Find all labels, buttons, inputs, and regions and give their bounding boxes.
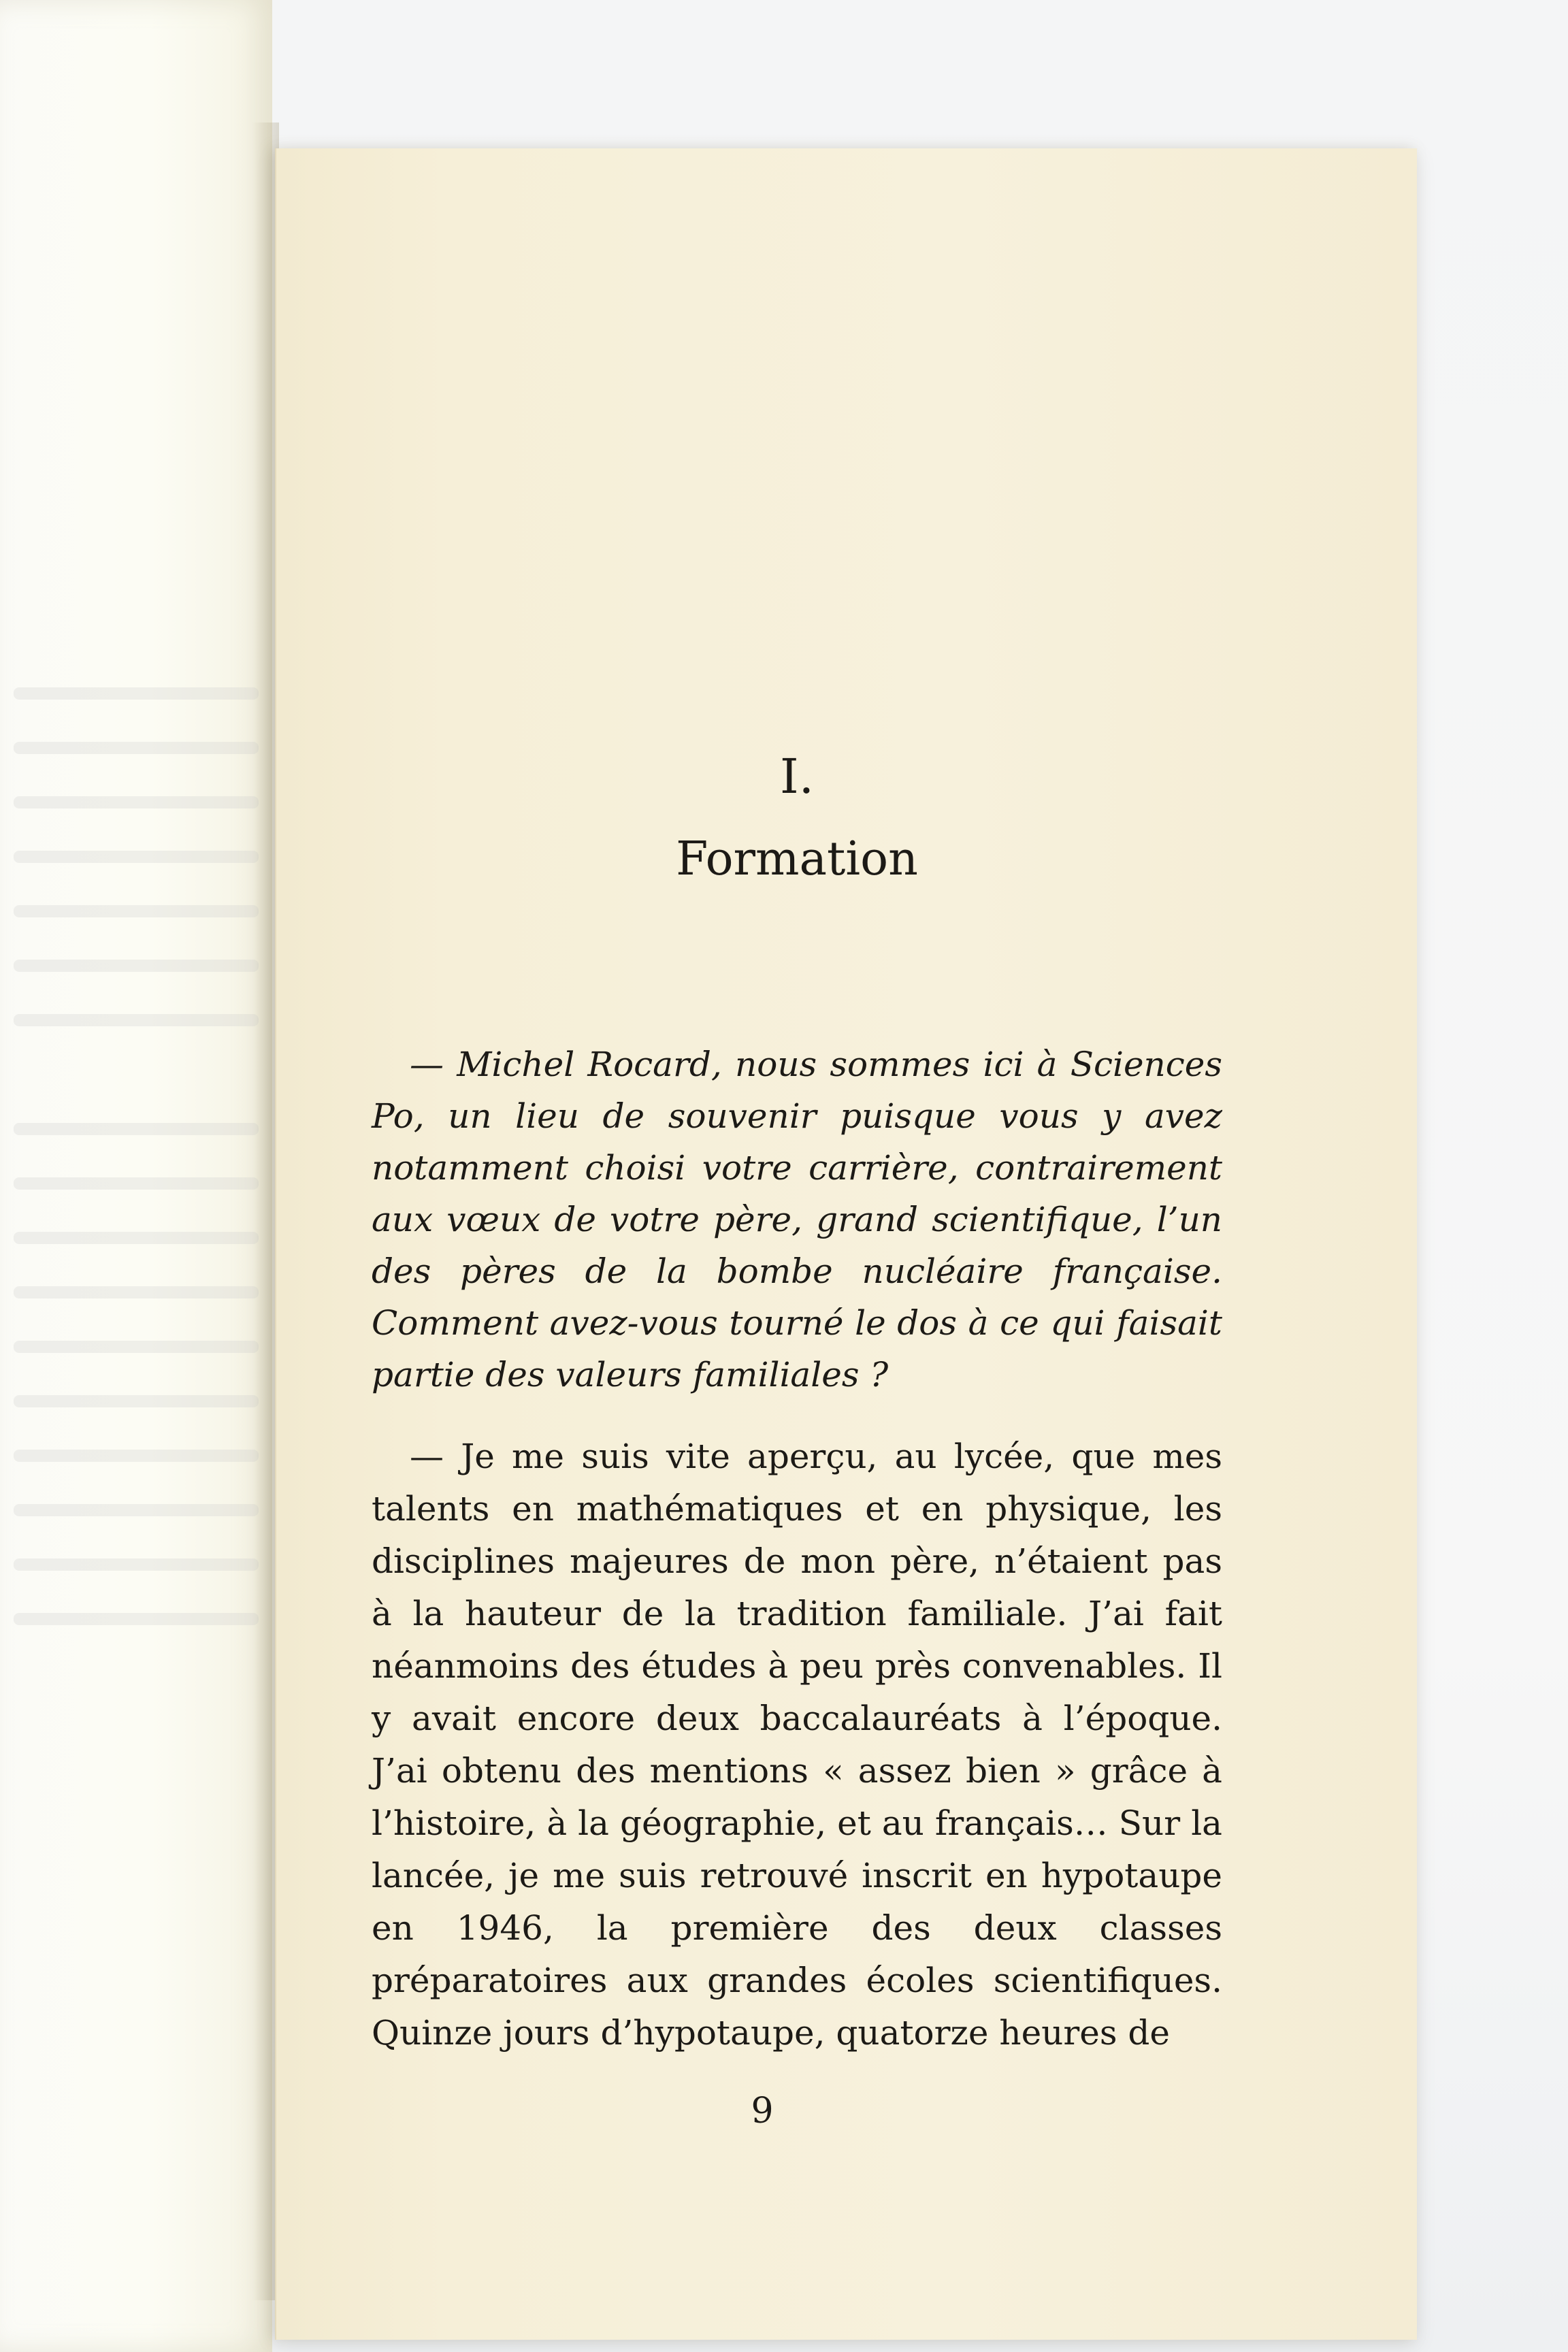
ghost-line	[14, 1558, 259, 1571]
ghost-line	[14, 1014, 259, 1026]
ghost-line	[14, 687, 259, 700]
ghost-line	[14, 905, 259, 917]
left-page	[0, 0, 272, 2352]
ghost-line	[14, 851, 259, 863]
ghost-line	[14, 1232, 259, 1244]
ghost-line	[14, 1613, 259, 1625]
ghost-line	[14, 1286, 259, 1298]
page-number: 9	[751, 2091, 774, 2132]
interview-answer: — Je me suis vite aperçu, au lycée, que mes talents en mathématiques et en physique, les disciplines majeures de mon père, n’étaient pas à la hauteur de la tradition familiale. J’ai fait néanmoins des études à peu près convenables. Il y avait encore deux baccalauréats à l’époque. J’ai obtenu des mentions « assez bien » grâce à l’histoire, à la géographie, et au français… Sur la lancée, je me suis retrouvé inscrit en hypotaupe en 1946, la première des deux classes préparatoires aux grandes écoles scientifiques. Quinze jours d’hypotaupe, quatorze heures de	[372, 1437, 1222, 2053]
chapter-title: Formation	[676, 832, 918, 886]
ghost-line	[14, 742, 259, 754]
ghost-line	[14, 1177, 259, 1190]
ghost-line	[14, 1123, 259, 1135]
page-text-block	[372, 739, 1222, 2059]
ghost-line	[14, 1395, 259, 1407]
ghost-line	[14, 960, 259, 972]
ghost-line	[14, 1450, 259, 1462]
ghost-line	[14, 796, 259, 808]
ghost-line	[14, 1341, 259, 1353]
chapter-number: I.	[780, 749, 814, 804]
interview-question: — Michel Rocard, nous sommes ici à Sciences Po, un lieu de souvenir puisque vous y avez notamment choisi votre carrière, contrairement aux vœux de votre père, grand scientifique, l’un des pères de la bombe nucléaire française. Comment avez-vous tourné le dos à ce qui faisait partie des valeurs familiales ?	[372, 1045, 1222, 1394]
ghost-line	[14, 1504, 259, 1516]
